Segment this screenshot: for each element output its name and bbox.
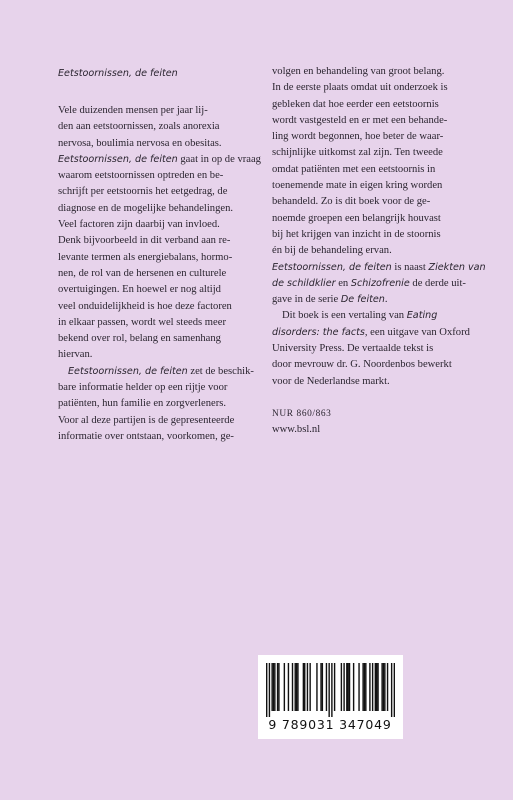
text-line: Denk bijvoorbeeld in dit verband aan re- xyxy=(58,235,231,247)
series-title-italic: Ziekten van xyxy=(428,261,486,273)
text-line: schijnlijke uitkomst zal zijn. Ten tweede xyxy=(272,147,443,159)
barcode-bar xyxy=(358,663,359,711)
text-fragment: gave in de serie xyxy=(272,294,341,306)
text-line: bekend over rol, belang en samenhang xyxy=(58,333,221,345)
barcode-bar xyxy=(278,663,279,711)
text-line: nen, de rol van de hersenen en culturele xyxy=(58,267,227,279)
text-line: door mevrouw dr. G. Noordenbos bewerkt xyxy=(272,359,452,371)
barcode-bar xyxy=(307,663,308,711)
text-line xyxy=(58,364,258,380)
barcode-bar xyxy=(377,663,378,711)
text-line: levante termen als energiebalans, hormo- xyxy=(58,251,233,263)
barcode-bar xyxy=(320,663,321,711)
barcode-bar xyxy=(331,663,332,717)
barcode-bar xyxy=(292,663,293,711)
barcode-bar xyxy=(303,663,304,711)
nur-code: NUR 860/863 xyxy=(272,408,332,419)
series-name-italic: De feiten xyxy=(340,294,385,306)
text-line: wordt vastgesteld en er met een behande- xyxy=(272,114,448,126)
barcode-bar xyxy=(271,663,272,711)
original-title-italic: disorders: the facts xyxy=(272,326,365,338)
isbn-number: 9 789031 347049 xyxy=(268,717,392,732)
barcode-bar xyxy=(343,663,344,711)
barcode-bar xyxy=(384,663,385,711)
text-line: waarom eetstoornissen optreden en be- xyxy=(58,170,224,182)
text-fragment: en xyxy=(335,277,351,289)
text-line xyxy=(272,308,472,324)
barcode-bar xyxy=(334,663,335,711)
text-fragment: . xyxy=(384,294,388,306)
barcode-bar xyxy=(295,663,296,711)
barcode-bar xyxy=(365,663,366,711)
original-title-italic: Eating xyxy=(406,310,438,322)
paragraph-importance xyxy=(272,64,486,308)
text-line xyxy=(272,276,472,292)
cover-subtitle: Eetstoornissen, de feiten xyxy=(58,68,178,79)
text-line: ling wordt begonnen, hoe beter de waar- xyxy=(272,131,444,143)
text-fragment: gaat in op de vraag xyxy=(177,153,261,165)
publisher-website: www.bsl.nl xyxy=(272,424,321,436)
isbn-barcode xyxy=(258,655,403,739)
series-title-italic: de schildklier xyxy=(272,277,336,289)
barcode-bar xyxy=(322,663,323,711)
text-line: volgen en behandeling van groot belang. xyxy=(272,66,445,77)
text-line: nervosa, boulimia nervosa en obesitas. xyxy=(58,137,222,149)
barcode-bar xyxy=(387,663,388,711)
barcode-bar xyxy=(362,663,363,711)
book-title-italic: Eetstoornissen, de feiten xyxy=(272,261,392,273)
barcode-bar xyxy=(316,663,317,711)
barcode-bar xyxy=(375,663,376,711)
barcode-bar xyxy=(391,663,392,717)
barcode-bar xyxy=(369,663,370,711)
text-fragment: zet de beschik- xyxy=(187,365,254,377)
text-line: University Press. De vertaalde tekst is xyxy=(272,343,434,355)
barcode-bar xyxy=(346,663,347,711)
barcode-bar xyxy=(309,663,310,711)
barcode-bar xyxy=(381,663,382,711)
barcode-bar xyxy=(372,663,373,711)
barcode-bar xyxy=(296,663,297,711)
barcode-bar xyxy=(277,663,278,711)
text-line: diagnose en de mogelijke behandelingen. xyxy=(58,202,234,214)
left-text-column xyxy=(58,66,261,445)
book-title-italic: Eetstoornissen, de feiten xyxy=(58,153,178,165)
text-line xyxy=(58,152,261,168)
barcode-bar xyxy=(349,663,350,711)
text-fragment: Dit boek is een vertaling van xyxy=(282,310,407,322)
spacer xyxy=(272,390,472,406)
barcode-bar xyxy=(297,663,298,711)
barcode-bar xyxy=(273,663,274,711)
barcode-bar xyxy=(304,663,305,711)
text-line xyxy=(272,260,486,276)
text-line: én bij de behandeling ervan. xyxy=(272,245,392,257)
text-line: Voor al deze partijen is de gepresenteerde xyxy=(58,414,235,426)
right-text-column xyxy=(272,64,486,439)
book-title-italic: Eetstoornissen, de feiten xyxy=(68,365,188,377)
text-line: gebleken dat hoe eerder een eetstoornis xyxy=(272,98,439,110)
paragraph-translation xyxy=(272,308,472,389)
text-fragment: , een uitgave van Oxford xyxy=(364,326,470,338)
text-line: patiënten, hun familie en zorgverleners. xyxy=(58,398,227,410)
barcode-bar xyxy=(284,663,285,711)
text-line: veel onduidelijkheid is hoe deze factoren xyxy=(58,300,232,312)
text-line: hiervan. xyxy=(58,349,93,361)
barcode-bar xyxy=(364,663,365,711)
barcode-bars xyxy=(266,663,395,717)
text-line: Veel factoren zijn daarbij van invloed. xyxy=(58,219,220,231)
barcode-bar xyxy=(383,663,384,711)
barcode-bar xyxy=(394,663,395,717)
text-line: toenemende mate in eigen kring worden xyxy=(272,180,443,192)
paragraph-summary xyxy=(58,364,258,445)
text-line xyxy=(272,325,472,341)
barcode-bar xyxy=(269,663,270,717)
text-line: in elkaar passen, wordt wel steeds meer xyxy=(58,316,226,328)
barcode-bar xyxy=(376,663,377,711)
paragraph-intro xyxy=(58,103,261,364)
text-line: noemde groepen een belangrijk houvast xyxy=(272,212,441,224)
text-line: voor de Nederlandse markt. xyxy=(272,375,390,387)
text-line: bij het krijgen van inzicht in de stoornis xyxy=(272,228,441,240)
text-line: behandeld. Zo is dit boek voor de ge- xyxy=(272,196,431,208)
text-line: schrijft per eetstoornis het eetgedrag, de xyxy=(58,186,228,198)
text-line: Vele duizenden mensen per jaar lij- xyxy=(58,105,208,116)
barcode-bar xyxy=(328,663,329,717)
barcode-bar xyxy=(353,663,354,711)
text-line: omdat patiënten met een eetstoornis in xyxy=(272,163,436,175)
text-line: bare informatie helder op een rijtje voor xyxy=(58,382,228,394)
text-fragment: de derde uit- xyxy=(409,277,466,289)
text-line: den aan eetstoornissen, zoals anorexia xyxy=(58,121,220,133)
barcode-bar xyxy=(266,663,267,717)
barcode-bar xyxy=(341,663,342,711)
text-line xyxy=(272,292,472,308)
barcode-bar xyxy=(274,663,275,711)
series-title-italic: Schizofrenie xyxy=(350,277,410,289)
text-line: informatie over ontstaan, voorkomen, ge- xyxy=(58,430,234,442)
text-line: In de eerste plaats omdat uit onderzoek is xyxy=(272,82,448,94)
text-fragment: is naast xyxy=(391,261,429,273)
text-line: overtuigingen. En hoewel er nog altijd xyxy=(58,284,221,296)
barcode-bar xyxy=(326,663,327,711)
barcode-bar xyxy=(347,663,348,711)
barcode-bar xyxy=(288,663,289,711)
